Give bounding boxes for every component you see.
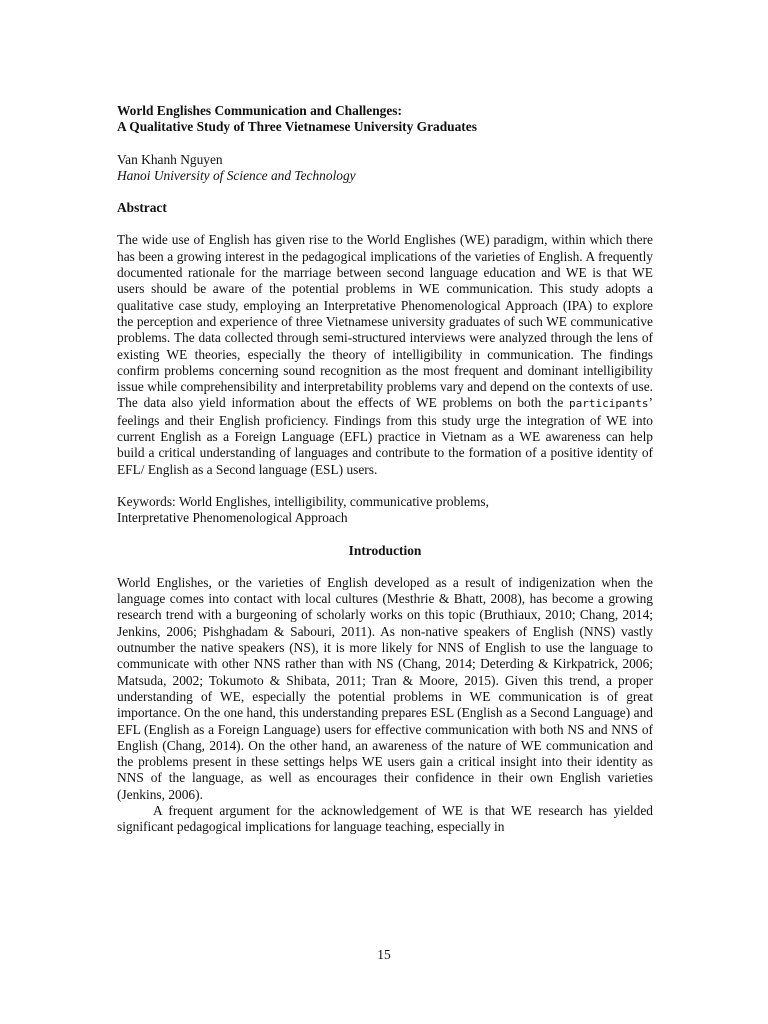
author-affiliation: Hanoi University of Science and Technology: [117, 167, 356, 183]
paper-page: [117, 103, 653, 836]
introduction-paragraph-1: World Englishes, or the varieties of English developed as a result of indigenization when the language comes into contact with local cultures (Mesthrie & Bhatt, 2008), has become a growing research trend with a burgeoning of scholarly works on this topic (Bruthiaux, 2010; Chang, 2014; Jenkins, 2006; Pishghadam & Sabouri, 2011). As non-native speakers of English (NNS) vastly outnumber the native speakers (NS), it is more likely for NNS of English to use the language to communicate with other NNS rather than with NS (Chang, 2014; Deterding & Kirkpatrick, 2006; Matsuda, 2002; Tokumoto & Shibata, 2011; Tran & Moore, 2015). Given this trend, a proper understanding of WE, especially the potential problems in WE communication is of great importance. On the one hand, this understanding prepares ESL (English as a Second Language) and EFL (English as a Foreign Language) users for effective communication with both NS and NNS of English (Chang, 2014). On the other hand, an awareness of the nature of WE communication and the problems present in these settings helps WE users gain a critical insight into their identity as NNS of the language, as well as encourages their confidence in their own English varieties (Jenkins, 2006).: [117, 574, 653, 802]
abstract-text-part-2: ’ feelings and their English proficiency. Findings from this study urge the integration of WE into current English as a Foreign Language (EFL) practice in Vietnam as a WE awareness can help build a critical understanding of languages and contribute to the formation of a positive identity of EFL/ English as a Second language (ESL) users.: [117, 395, 653, 477]
keywords-line-2: Interpretative Phenomenological Approach: [117, 510, 348, 526]
abstract-text-part-1: The wide use of English has given rise to the World Englishes (WE) paradigm, within which there has been a growing interest in the pedagogical implications of the varieties of English. A frequently documented rationale for the marriage between second language education and WE is that WE users should be aware of the potential problems in WE communication. This study adopts a qualitative case study, employing an Interpretative Phenomenological Approach (IPA) to explore the perception and experience of three Vietnamese university graduates of such WE communicative problems. The data collected through semi-structured interviews were analyzed through the lens of existing WE theories, especially the theory of intelligibility in communication. The findings confirm problems concerning sound recognition as the most frequent and dominant intelligibility issue while comprehensibility and interpretability problems vary and depend on the contexts of use. The data also yield information about the effects of WE problems on both the: [117, 232, 653, 411]
abstract-heading: Abstract: [117, 200, 167, 216]
keywords-line-1: Keywords: World Englishes, intelligibility, communicative problems,: [117, 493, 489, 509]
author-name: Van Khanh Nguyen: [117, 151, 223, 167]
paper-title: [117, 103, 653, 136]
keywords: [117, 494, 653, 527]
title-line-1: World Englishes Communication and Challenges:: [117, 103, 402, 118]
author-block: [117, 152, 653, 185]
abstract-text: [117, 232, 653, 477]
title-line-2: A Qualitative Study of Three Vietnamese University Graduates: [117, 119, 477, 135]
introduction-heading: Introduction: [348, 542, 422, 558]
introduction-paragraph-2: A frequent argument for the acknowledgement of WE is that WE research has yielded significant pedagogical implications for language teaching, especially in: [117, 802, 653, 835]
abstract-participants-word: participants: [569, 397, 649, 411]
page-number: 15: [377, 947, 391, 962]
